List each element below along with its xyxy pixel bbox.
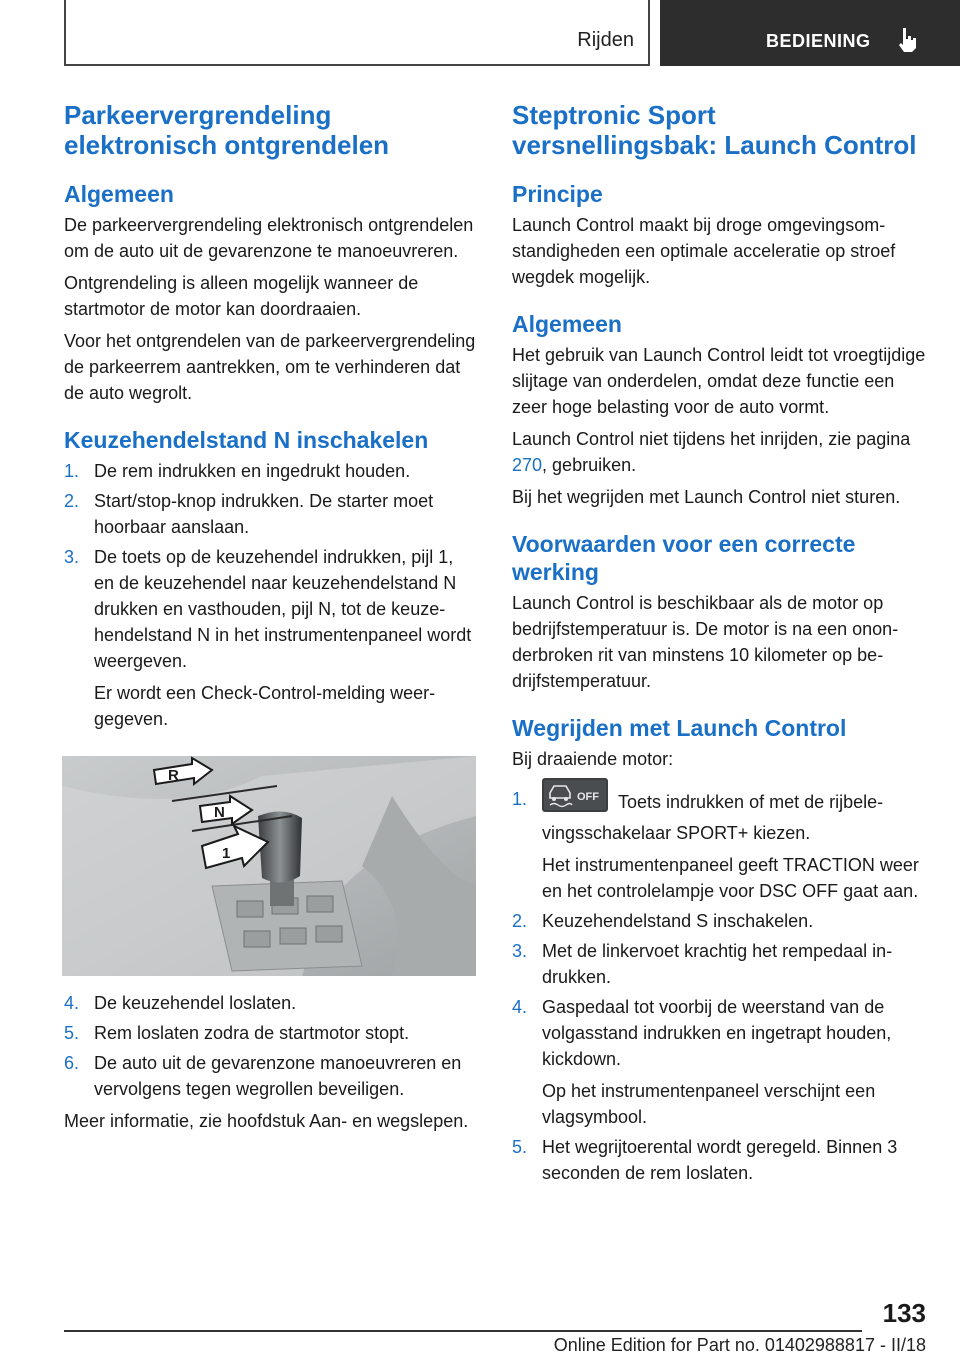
list-item: 2. Keuzehendelstand S inschakelen.	[512, 911, 814, 931]
steps-list-shift-cont	[64, 990, 476, 1102]
header-chapter-label: BEDIENING	[766, 31, 871, 51]
paragraph: De parkeervergrendeling elektronisch ontgrendelen om de auto uit de gevarenzone te manoeuvreren.	[64, 215, 474, 261]
paragraph: Voor het ontgrendelen van de parkeervergrendeling de parkeerrem aantrekken, om te verhinderen dat de auto wegrolt.	[64, 331, 476, 403]
steps-list-shift	[64, 458, 476, 732]
list-item: 1. De rem indrukken en ingedrukt houden.	[64, 461, 411, 481]
list-item: 3. De toets op de keuzehendel indrukken, pijl 1, en de keuzehendel naar keuzehendelstand N drukken en vasthouden, pijl N, tot de keuzehendelstand N in het instrumentenpaneel wordt weergeven. Er wordt een Check-Control-melding weergegeven.	[64, 547, 472, 729]
page-number: 133	[882, 1298, 926, 1328]
dsc-off-button-icon	[542, 778, 608, 812]
right-column	[512, 100, 928, 1186]
list-item: 2. Start/stop-knop indrukken. De starter moet hoorbaar aanslaan.	[64, 491, 434, 537]
paragraph: Ontgrendeling is alleen mogelijk wanneer de startmotor de motor kan doordraaien.	[64, 273, 419, 319]
heading-launch: Wegrijden met Launch Control	[512, 715, 847, 741]
left-column	[64, 100, 476, 1134]
arrow-label-r: R	[168, 767, 179, 784]
footer-edition: Online Edition for Part no. 01402988817 - II/18	[553, 1335, 926, 1355]
heading-conditions: Voorwaarden voor een correcte werking	[512, 531, 856, 585]
heading-principle: Principe	[512, 181, 603, 207]
list-item: 4. De keuzehendel loslaten.	[64, 993, 297, 1013]
arrow-label-n: N	[214, 804, 225, 821]
heading-general-right: Algemeen	[512, 311, 622, 337]
page-link[interactable]: 270	[512, 455, 543, 475]
list-item: 5. Rem loslaten zodra de startmotor stopt.	[64, 1023, 410, 1043]
list-item: 4. Gaspedaal tot voorbij de weerstand van de volgasstand indrukken en ingetrapt houden, kickdown. Op het instrumentenpaneel verschijnt een vlagsymbool.	[512, 997, 892, 1127]
hand-pointer-icon	[896, 26, 920, 54]
steps-list-launch	[512, 786, 928, 1186]
off-label: OFF	[577, 791, 599, 803]
list-item: 1. OFF Toets indrukken of met de rijbelevingsschakelaar SPORT+ kiezen. Het instrumentenpaneel geeft TRACTION weer en het controlelampje voor DSC OFF gaat aan.	[512, 786, 928, 904]
arrow-label-1: 1	[222, 845, 231, 862]
header-chapter-box	[660, 0, 960, 66]
paragraph-more-info: Meer informatie, zie hoofdstuk Aan- en wegslepen.	[64, 1111, 469, 1131]
paragraph: Launch Control is beschikbaar als de motor op bedrijfstemperatuur is. De motor is na een ononderbroken rit van minstens 10 kilometer op bedrijfstemperatuur.	[512, 593, 899, 691]
list-item: 6. De auto uit de gevarenzone manoeuvreren en vervolgens tegen wegrollen beveiligen.	[64, 1053, 462, 1099]
paragraph: Launch Control maakt bij droge omgevingsomstandigheden een optimale acceleratie op stroef wegdek mogelijk.	[512, 215, 896, 287]
page-header	[0, 0, 960, 66]
paragraph: Bij draaiende motor:	[512, 749, 674, 769]
gear-selector-figure	[62, 756, 476, 976]
heading-shift-n: Keuzehendelstand N inschakelen	[64, 427, 429, 453]
heading-general-left: Algemeen	[64, 181, 174, 207]
list-item: 5. Het wegrijtoerental wordt geregeld. Binnen 3 seconden de rem loslaten.	[512, 1137, 898, 1183]
header-section-label: Rijden	[577, 29, 634, 51]
section-title-launch-control: Steptronic Sport versnellingsbak: Launch Control	[512, 100, 917, 160]
section-title-parking-lock: Parkeervergrendeling elektronisch ontgrendelen	[64, 100, 390, 160]
header-section-box	[64, 0, 650, 66]
list-item: 3. Met de linkervoet krachtig het rempedaal indrukken.	[512, 941, 893, 987]
paragraph: Het gebruik van Launch Control leidt tot vroegtijdige slijtage van onderdelen, omdat deze functie een zeer hoge belasting voor de auto vormt.	[512, 345, 926, 417]
footer-divider	[64, 1330, 862, 1332]
paragraph: Bij het wegrijden met Launch Control niet sturen.	[512, 487, 901, 507]
paragraph-page-ref: Launch Control niet tijdens het inrijden, zie pagina 270, gebruiken.	[512, 429, 911, 475]
